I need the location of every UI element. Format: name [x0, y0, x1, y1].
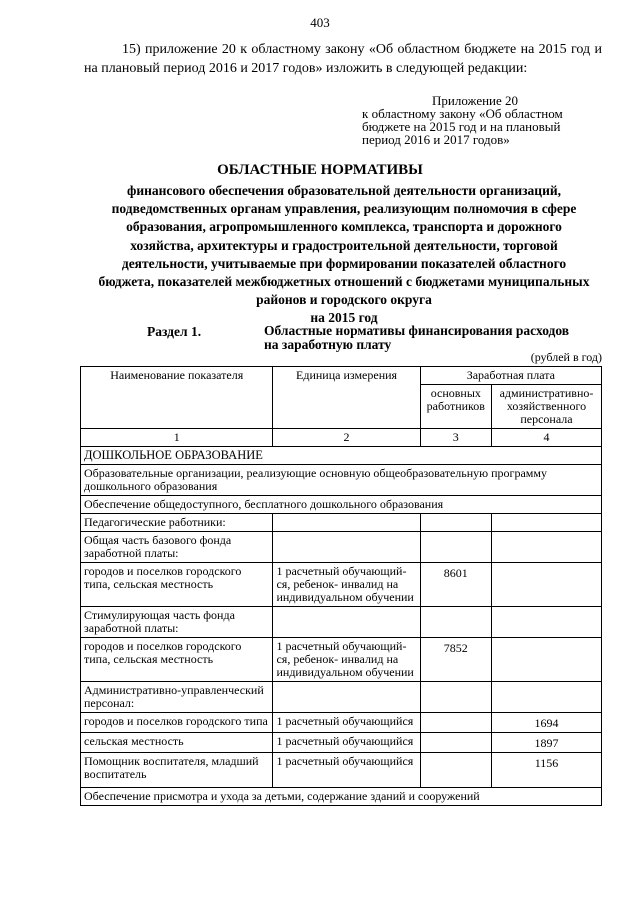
column-number: 3 [420, 429, 491, 447]
row-unit: 1 расчетный обучающийся [273, 753, 420, 788]
document-subtitle-text: финансового обеспечения образовательной деятельности организаций, подведомственных органам управления, реализующим полномочия в сфере образования, агропромышленного комплекса, транспорта и дорожного хозяйства, архитектуры и градостроительной деятельности, торговой деятельности, учитываемые при формировании показателей областного бюджета, показателей межбюджетных отношений с бюджетами муниципальных районов и городского округа [98, 183, 590, 308]
row-main: 7852 [420, 638, 491, 682]
row-admin [491, 682, 601, 713]
header-unit: Единица измерения [273, 367, 420, 429]
row-name: городов и поселков городского типа, сельская местность [81, 563, 273, 607]
header-admin-staff: административно-хозяйственного персонала [491, 385, 601, 429]
row-admin [491, 607, 601, 638]
row-main [420, 733, 491, 753]
table-row [81, 638, 602, 682]
row-main [420, 753, 491, 788]
subheading: Обеспечение общедоступного, бесплатного дошкольного образования [81, 496, 602, 514]
row-main: 8601 [420, 563, 491, 607]
table-row [81, 563, 602, 607]
table-row [81, 532, 602, 563]
row-main [420, 514, 491, 532]
row-unit [273, 607, 420, 638]
row-main [420, 532, 491, 563]
row-name: Общая часть базового фонда заработной платы: [81, 532, 273, 563]
row-main [420, 682, 491, 713]
row-unit: 1 расчетный обучающийся [273, 713, 420, 733]
row-unit [273, 532, 420, 563]
header-indicator: Наименование показателя [81, 367, 273, 429]
section-label: Раздел 1. [147, 324, 202, 339]
row-unit [273, 682, 420, 713]
subheading-row [81, 788, 602, 806]
org-heading-row [81, 465, 602, 496]
row-name: городов и поселков городского типа, сельская местность [81, 638, 273, 682]
row-admin [491, 638, 601, 682]
page-number: 403 [310, 15, 330, 30]
row-admin [491, 514, 601, 532]
table-row [81, 733, 602, 753]
norms-table [80, 366, 602, 806]
subheading: Обеспечение присмотра и ухода за детьми, содержание зданий и сооружений [81, 788, 602, 806]
table-header-row [81, 367, 602, 385]
row-name: Стимулирующая часть фонда заработной платы: [81, 607, 273, 638]
row-name: Административно-управленческий персонал: [81, 682, 273, 713]
row-main [420, 713, 491, 733]
row-name: Помощник воспитателя, младший воспитатель [81, 753, 273, 788]
unit-note: (рублей в год) [530, 350, 602, 364]
row-name: сельская местность [81, 733, 273, 753]
column-number-row [81, 429, 602, 447]
row-admin [491, 532, 601, 563]
intro-paragraph: 15) приложение 20 к областному закону «Об областном бюджете на 2015 год и на плановый период 2016 и 2017 годов» изложить в следующей редакции: [84, 42, 602, 76]
annex-reference [362, 94, 602, 146]
row-main [420, 607, 491, 638]
document-year: на 2015 год [310, 310, 378, 326]
annex-title: Приложение 20 [432, 93, 519, 108]
header-salary: Заработная плата [420, 367, 601, 385]
table-row [81, 713, 602, 733]
row-unit: 1 расчетный обучающий-ся, ребенок- инвалид на индивидуальном обучении [273, 563, 420, 607]
row-admin: 1156 [491, 753, 601, 788]
header-main-workers: основных работников [420, 385, 491, 429]
row-unit [273, 514, 420, 532]
section-heading: ДОШКОЛЬНОЕ ОБРАЗОВАНИЕ [81, 447, 602, 465]
row-name: Педагогические работники: [81, 514, 273, 532]
table-row [81, 514, 602, 532]
annex-text: к областному закону «Об областном бюджете на 2015 год и на плановый период 2016 и 2017 годов» [362, 106, 563, 147]
table-row [81, 753, 602, 788]
row-admin: 1897 [491, 733, 601, 753]
row-admin: 1694 [491, 713, 601, 733]
table-row [81, 682, 602, 713]
row-unit: 1 расчетный обучающийся [273, 733, 420, 753]
table-row [81, 607, 602, 638]
column-number: 4 [491, 429, 601, 447]
document-subtitle [94, 182, 594, 328]
row-name: городов и поселков городского типа [81, 713, 273, 733]
document-title: ОБЛАСТНЫЕ НОРМАТИВЫ [217, 162, 423, 178]
subheading-row [81, 496, 602, 514]
section-title: Областные нормативы финансирования расходов на заработную плату [264, 323, 570, 352]
org-heading: Образовательные организации, реализующие основную общеобразовательную программу дошкольного образования [81, 465, 602, 496]
section-heading-row [81, 447, 602, 465]
row-admin [491, 563, 601, 607]
column-number: 2 [273, 429, 420, 447]
row-unit: 1 расчетный обучающий-ся, ребенок- инвалид на индивидуальном обучении [273, 638, 420, 682]
column-number: 1 [81, 429, 273, 447]
